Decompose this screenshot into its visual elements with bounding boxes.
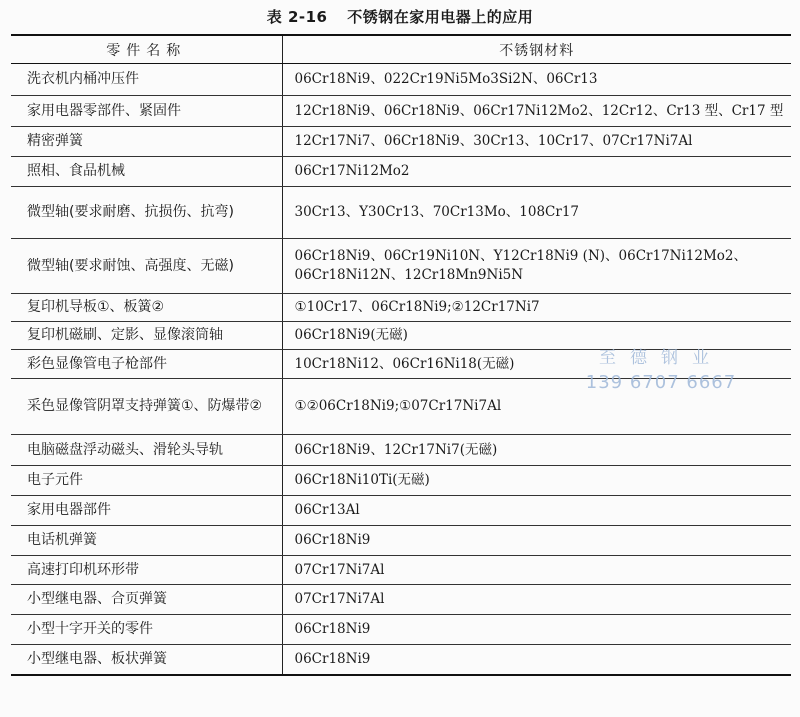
- material-cell: ①②06Cr18Ni9;①07Cr17Ni7Al: [282, 379, 791, 435]
- material-cell: 06Cr18Ni10Ti(无磁): [282, 466, 791, 496]
- watermark-phone: 139 6707 6667: [585, 372, 737, 393]
- table-row: [11, 645, 791, 675]
- part-name-cell: 电话机弹簧: [11, 526, 282, 556]
- part-name-cell: 彩色显像管电子枪部件: [11, 350, 282, 379]
- part-name-cell: 精密弹簧: [11, 127, 282, 157]
- table-row: [11, 435, 791, 466]
- material-cell: ①10Cr17、06Cr18Ni9;②12Cr17Ni7: [282, 294, 791, 322]
- material-cell: 10Cr18Ni12、06Cr16Ni18(无磁): [282, 350, 791, 379]
- part-name-cell: 小型继电器、合页弹簧: [11, 585, 282, 615]
- part-name-cell: 复印机导板①、板簧②: [11, 294, 282, 322]
- table-row: [11, 294, 791, 322]
- header-row: [11, 35, 791, 64]
- table-row: [11, 556, 791, 585]
- material-cell: 06Cr18Ni9(无磁): [282, 322, 791, 350]
- column-header-part-name: 零件名称: [11, 35, 282, 64]
- material-cell: 06Cr18Ni9、022Cr19Ni5Mo3Si2N、06Cr13: [282, 64, 791, 96]
- table-title: 不锈钢在家用电器上的应用: [347, 8, 534, 26]
- material-cell: 07Cr17Ni7Al: [282, 585, 791, 615]
- part-name-cell: 小型十字开关的零件: [11, 615, 282, 645]
- part-name-cell: 家用电器部件: [11, 496, 282, 526]
- part-name-cell: 洗衣机内桶冲压件: [11, 64, 282, 96]
- part-name-cell: 复印机磁刷、定影、显像滚筒轴: [11, 322, 282, 350]
- part-name-cell: 采色显像管阴罩支持弹簧①、防爆带②: [11, 379, 282, 435]
- table-number: 表 2-16: [266, 8, 328, 26]
- material-cell: 30Cr13、Y30Cr13、70Cr13Mo、108Cr17: [282, 187, 791, 239]
- table-row: [11, 96, 791, 127]
- watermark: [566, 343, 756, 393]
- watermark-company: 至德钢业: [599, 348, 723, 368]
- material-cell: 06Cr13Al: [282, 496, 791, 526]
- material-cell: 12Cr18Ni9、06Cr18Ni9、06Cr17Ni12Mo2、12Cr12、Cr13 型、Cr17 型: [282, 96, 791, 127]
- column-header-material: 不锈钢材料: [282, 35, 791, 64]
- part-name-cell: 家用电器零部件、紧固件: [11, 96, 282, 127]
- part-name-cell: 电脑磁盘浮动磁头、滑轮头导轨: [11, 435, 282, 466]
- part-name-cell: 微型轴(要求耐蚀、高强度、无磁): [11, 239, 282, 294]
- table-row: [11, 526, 791, 556]
- part-name-cell: 微型轴(要求耐磨、抗损伤、抗弯): [11, 187, 282, 239]
- part-name-cell: 照相、食品机械: [11, 157, 282, 187]
- material-cell: 06Cr18Ni9、12Cr17Ni7(无磁): [282, 435, 791, 466]
- table-row: [11, 157, 791, 187]
- material-cell: 06Cr18Ni9: [282, 526, 791, 556]
- table-row: [11, 496, 791, 526]
- table-row: [11, 64, 791, 96]
- part-name-cell: 高速打印机环形带: [11, 556, 282, 585]
- table-row: [11, 615, 791, 645]
- part-name-cell: 电子元件: [11, 466, 282, 496]
- material-cell: 07Cr17Ni7Al: [282, 556, 791, 585]
- material-cell: 06Cr18Ni9: [282, 615, 791, 645]
- table-row: [11, 585, 791, 615]
- table-row: [11, 466, 791, 496]
- table-row: [11, 239, 791, 294]
- table-caption: [0, 6, 800, 27]
- part-name-cell: 小型继电器、板状弹簧: [11, 645, 282, 675]
- material-cell: 06Cr18Ni9、06Cr19Ni10N、Y12Cr18Ni9 (N)、06Cr17Ni12Mo2、06Cr18Ni12N、12Cr18Mn9Ni5N: [282, 239, 791, 294]
- material-cell: 06Cr17Ni12Mo2: [282, 157, 791, 187]
- table-row: [11, 187, 791, 239]
- material-cell: 12Cr17Ni7、06Cr18Ni9、30Cr13、10Cr17、07Cr17Ni7Al: [282, 127, 791, 157]
- material-cell: 06Cr18Ni9: [282, 645, 791, 675]
- table-row: [11, 127, 791, 157]
